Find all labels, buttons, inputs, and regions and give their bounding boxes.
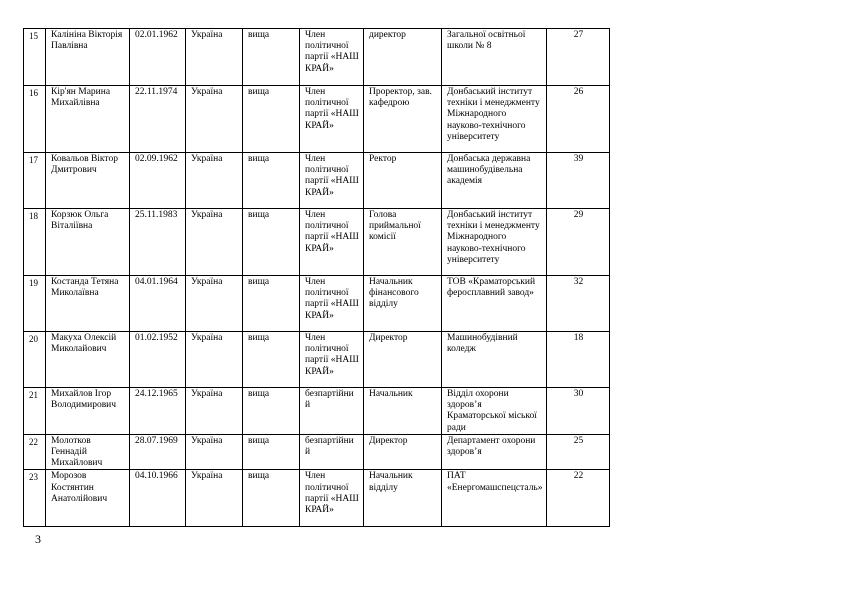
cell-workplace: ПАТ «Енергомашспецсталь» — [442, 470, 547, 527]
cell-job-position: Директор — [364, 434, 442, 470]
cell-citizenship: Україна — [186, 276, 243, 332]
cell-birth-date: 25.11.1983 — [130, 209, 186, 276]
cell-workplace: Донбаська державна машинобудівельна академія — [442, 153, 547, 209]
table-row — [24, 434, 610, 470]
cell-row-number: 18 — [24, 209, 46, 276]
cell-citizenship: Україна — [186, 470, 243, 527]
cell-row-number: 20 — [24, 332, 46, 388]
cell-candidate-name: Костанда Тетяна Миколаївна — [46, 276, 130, 332]
cell-citizenship: Україна — [186, 153, 243, 209]
cell-birth-date: 22.11.1974 — [130, 86, 186, 153]
page-number: 3 — [35, 532, 41, 546]
cell-citizenship: Україна — [186, 29, 243, 86]
cell-party-affiliation: Член політичної партії «НАШ КРАЙ» — [300, 470, 364, 527]
cell-row-number: 23 — [24, 470, 46, 527]
table-row — [24, 209, 610, 276]
cell-workplace: Донбаський інститут техніки і менеджменту Міжнародного науково-технічного університету — [442, 209, 547, 276]
cell-party-affiliation: Член політичної партії «НАШ КРАЙ» — [300, 86, 364, 153]
cell-birth-date: 04.10.1966 — [130, 470, 186, 527]
cell-party-affiliation: Член політичної партії «НАШ КРАЙ» — [300, 29, 364, 86]
table-body — [24, 29, 610, 527]
cell-education: вища — [243, 434, 300, 470]
cell-education: вища — [243, 29, 300, 86]
cell-candidate-name: Корзюк Ольга Віталіївна — [46, 209, 130, 276]
cell-job-position: Начальник — [364, 388, 442, 435]
table-row — [24, 29, 610, 86]
cell-job-position: директор — [364, 29, 442, 86]
cell-row-number: 17 — [24, 153, 46, 209]
cell-job-position: Проректор, зав. кафедрою — [364, 86, 442, 153]
cell-party-affiliation: Член політичної партії «НАШ КРАЙ» — [300, 153, 364, 209]
table-row — [24, 388, 610, 435]
cell-education: вища — [243, 470, 300, 527]
cell-workplace: Департамент охорони здоров’я — [442, 434, 547, 470]
cell-birth-date: 24.12.1965 — [130, 388, 186, 435]
cell-row-number: 15 — [24, 29, 46, 86]
cell-age-value: 25 — [546, 434, 609, 470]
cell-candidate-name: Калініна Вікторія Павлівна — [46, 29, 130, 86]
cell-row-number: 21 — [24, 388, 46, 435]
cell-citizenship: Україна — [186, 388, 243, 435]
cell-job-position: Начальник відділу — [364, 470, 442, 527]
cell-party-affiliation: Член політичної партії «НАШ КРАЙ» — [300, 209, 364, 276]
cell-job-position: Директор — [364, 332, 442, 388]
cell-party-affiliation: безпартійни й — [300, 434, 364, 470]
cell-candidate-name: Макуха Олексій Миколайович — [46, 332, 130, 388]
cell-age-value: 18 — [546, 332, 609, 388]
cell-row-number: 16 — [24, 86, 46, 153]
cell-workplace: Відділ охорони здоров’я Краматорської міської ради — [442, 388, 547, 435]
candidates-table — [23, 28, 610, 527]
cell-birth-date: 01.02.1952 — [130, 332, 186, 388]
cell-workplace: Донбаський інститут техніки і менеджменту Міжнародного науково-технічного університету — [442, 86, 547, 153]
cell-education: вища — [243, 209, 300, 276]
cell-candidate-name: Ковальов Віктор Дмитрович — [46, 153, 130, 209]
cell-age-value: 27 — [546, 29, 609, 86]
cell-candidate-name: Молотков Геннадій Михайлович — [46, 434, 130, 470]
cell-candidate-name: Михайлов Ігор Володимирович — [46, 388, 130, 435]
cell-citizenship: Україна — [186, 332, 243, 388]
cell-birth-date: 02.01.1962 — [130, 29, 186, 86]
cell-education: вища — [243, 86, 300, 153]
table-row — [24, 86, 610, 153]
cell-party-affiliation: безпартійни й — [300, 388, 364, 435]
cell-candidate-name: Морозов Костянтин Анатолійович — [46, 470, 130, 527]
cell-row-number: 22 — [24, 434, 46, 470]
cell-job-position: Начальник фінансового відділу — [364, 276, 442, 332]
cell-age-value: 22 — [546, 470, 609, 527]
cell-job-position: Ректор — [364, 153, 442, 209]
cell-education: вища — [243, 153, 300, 209]
cell-citizenship: Україна — [186, 434, 243, 470]
cell-education: вища — [243, 276, 300, 332]
cell-party-affiliation: Член політичної партії «НАШ КРАЙ» — [300, 332, 364, 388]
table-row — [24, 153, 610, 209]
cell-workplace: ТОВ «Краматорський феросплавний завод» — [442, 276, 547, 332]
table-row — [24, 276, 610, 332]
cell-age-value: 26 — [546, 86, 609, 153]
cell-workplace: Машинобудівний коледж — [442, 332, 547, 388]
cell-age-value: 32 — [546, 276, 609, 332]
cell-age-value: 30 — [546, 388, 609, 435]
cell-birth-date: 28.07.1969 — [130, 434, 186, 470]
cell-citizenship: Україна — [186, 86, 243, 153]
cell-party-affiliation: Член політичної партії «НАШ КРАЙ» — [300, 276, 364, 332]
cell-age-value: 29 — [546, 209, 609, 276]
cell-age-value: 39 — [546, 153, 609, 209]
cell-candidate-name: Кір'ян Марина Михайлівна — [46, 86, 130, 153]
cell-row-number: 19 — [24, 276, 46, 332]
cell-education: вища — [243, 332, 300, 388]
cell-birth-date: 04.01.1964 — [130, 276, 186, 332]
cell-education: вища — [243, 388, 300, 435]
table-row — [24, 470, 610, 527]
table-row — [24, 332, 610, 388]
cell-citizenship: Україна — [186, 209, 243, 276]
cell-workplace: Загальної освітньої школи № 8 — [442, 29, 547, 86]
cell-birth-date: 02.09.1962 — [130, 153, 186, 209]
cell-job-position: Голова приймальної комісії — [364, 209, 442, 276]
